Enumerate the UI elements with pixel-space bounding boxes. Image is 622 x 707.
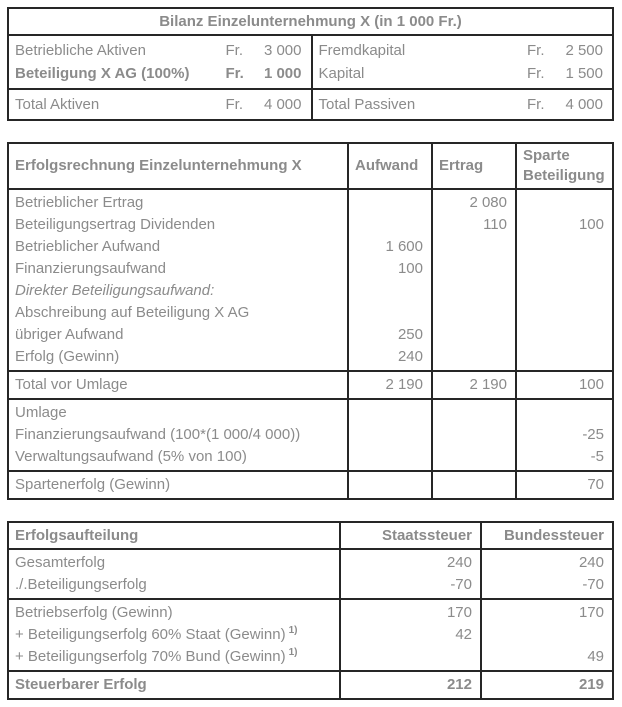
line-label: Steuerbarer Erfolg xyxy=(15,676,147,693)
line-label: Gesamterfolg xyxy=(15,554,106,571)
row-value: 4 000 xyxy=(565,96,603,113)
erfolgsaufteilung-table xyxy=(7,521,614,700)
balance-row-kapital xyxy=(313,62,613,85)
amount: 100 xyxy=(578,376,604,393)
amount xyxy=(349,280,431,302)
row-label: Beteiligung X AG (100%) xyxy=(15,65,190,82)
amount xyxy=(433,258,515,280)
bund-total-cell xyxy=(480,672,612,698)
block-labels xyxy=(9,600,339,670)
umlage-block xyxy=(9,398,612,470)
positions-sparte-amounts xyxy=(515,190,612,370)
balance-row-betriebliche-aktiven xyxy=(9,39,311,62)
amount: -70 xyxy=(582,576,604,593)
balance-row-total-aktiven xyxy=(9,93,311,116)
line-label: + Beteiligungserfolg 60% Staat (Gewinn) $^{1)}$ xyxy=(15,625,298,643)
row-value: 1 500 xyxy=(565,65,603,82)
column-header-staatssteuer: Staatssteuer xyxy=(339,523,480,548)
bilanz-title: Bilanz Einzelunternehmung X (in 1 000 Fr.) xyxy=(9,9,612,36)
amount: 49 xyxy=(587,648,604,665)
umlage-ertrag-amounts xyxy=(431,400,515,470)
line-label: Finanzierungsaufwand (100*(1 000/4 000)) xyxy=(15,426,301,443)
amount: 42 xyxy=(455,626,472,643)
amount xyxy=(517,258,612,280)
erfolgsrechnung-header-row xyxy=(9,144,612,188)
positions-aufwand-amounts xyxy=(347,190,431,370)
amount: -5 xyxy=(590,448,604,465)
bilanz-table xyxy=(7,7,614,121)
line-label: Finanzierungsaufwand xyxy=(15,260,166,277)
line-label: Betrieblicher Ertrag xyxy=(15,194,144,211)
amount xyxy=(433,280,515,302)
bilanz-passiven-cell xyxy=(311,36,613,88)
amount xyxy=(349,192,431,214)
amount: 100 xyxy=(578,216,604,233)
footnote-marker: 1) xyxy=(288,647,298,658)
amount-cell xyxy=(515,472,612,498)
line-label: Erfolg (Gewinn) xyxy=(15,348,120,365)
positions-ertrag-amounts xyxy=(431,190,515,370)
footnote-marker: 1) xyxy=(288,625,298,636)
amount xyxy=(433,236,515,258)
currency-label: Fr. xyxy=(225,42,243,59)
bund-amounts xyxy=(480,550,612,598)
amount xyxy=(517,192,612,214)
column-header-ertrag: Ertrag xyxy=(431,144,515,188)
line-label: ./.Beteiligungserfolg xyxy=(15,576,147,593)
amount: 1 600 xyxy=(385,238,423,255)
line-label: Betriebserfolg (Gewinn) xyxy=(15,604,173,621)
bund-amounts xyxy=(480,600,612,670)
steuerbarer-erfolg-row xyxy=(9,670,612,698)
amount: -70 xyxy=(450,576,472,593)
amount-cell xyxy=(515,372,612,398)
amount xyxy=(517,236,612,258)
amount xyxy=(517,346,612,368)
row-label: Betriebliche Aktiven xyxy=(15,42,146,59)
total-passiven-cell xyxy=(311,90,613,119)
umlage-labels xyxy=(9,400,347,470)
amount-cell xyxy=(431,472,515,498)
amount: 250 xyxy=(397,326,423,343)
bilanz-body-row xyxy=(9,36,612,88)
erfolgsrechnung-title: Erfolgsrechnung Einzelunternehmung X xyxy=(15,157,302,174)
amount: 110 xyxy=(483,216,507,233)
currency-label: Fr. xyxy=(225,96,243,113)
amount xyxy=(517,302,612,324)
row-value: 3 000 xyxy=(263,42,302,59)
amount: 70 xyxy=(587,476,604,493)
erfolgsaufteilung-title: Erfolgsaufteilung xyxy=(15,527,139,544)
amount xyxy=(517,324,612,346)
row-label: Total Aktiven xyxy=(15,96,100,113)
line-label: Verwaltungsaufwand (5% von 100) xyxy=(15,448,247,465)
row-value: 2 500 xyxy=(565,42,603,59)
row-label: Total Passiven xyxy=(318,96,416,113)
line-label: Total vor Umlage xyxy=(15,376,128,393)
line-label: + Beteiligungserfolg 70% Bund (Gewinn) $^{1)}$ xyxy=(15,647,298,665)
staat-amounts xyxy=(339,550,480,598)
currency-label: Fr. xyxy=(527,65,545,82)
erfolgsrechnung-positions-block xyxy=(9,188,612,370)
amount-cell xyxy=(347,472,431,498)
amount xyxy=(517,280,612,302)
row-label-cell xyxy=(9,672,339,698)
amount xyxy=(341,646,480,668)
amount xyxy=(433,346,515,368)
amount xyxy=(517,402,612,424)
line-label-italic: Direkter Beteiligungsaufwand: xyxy=(15,282,215,299)
block-labels xyxy=(9,550,339,598)
column-header-sparte-beteiligung: Sparte Beteiligung xyxy=(515,144,612,188)
line-label: übriger Aufwand xyxy=(15,326,124,343)
balance-row-beteiligung xyxy=(9,62,311,85)
row-label-cell xyxy=(9,372,347,398)
amount: 240 xyxy=(446,554,472,571)
line-label: Beteiligungsertrag Dividenden xyxy=(15,216,216,233)
amount: -25 xyxy=(582,426,604,443)
amount: 2 080 xyxy=(469,194,507,211)
erfolgsrechnung-table xyxy=(7,142,614,500)
amount: 170 xyxy=(446,604,472,621)
row-label: Kapital xyxy=(318,65,365,82)
column-header-aufwand: Aufwand xyxy=(347,144,431,188)
amount xyxy=(433,324,515,346)
amount: 100 xyxy=(397,260,423,277)
betriebserfolg-block xyxy=(9,598,612,670)
erfolgsaufteilung-header-row xyxy=(9,523,612,548)
currency-label: Fr. xyxy=(527,42,545,59)
amount xyxy=(349,214,431,236)
amount: 2 190 xyxy=(469,376,507,393)
row-value: 4 000 xyxy=(263,96,302,113)
currency-label: Fr. xyxy=(225,65,244,82)
amount xyxy=(349,302,431,324)
amount: 2 190 xyxy=(385,376,423,393)
row-value: 1 000 xyxy=(263,65,302,82)
bilanz-total-row xyxy=(9,88,612,119)
amount: 219 xyxy=(578,676,604,693)
balance-row-fremdkapital xyxy=(313,39,613,62)
positions-labels xyxy=(9,190,347,370)
balance-row-total-passiven xyxy=(313,93,613,116)
amount: 240 xyxy=(578,554,604,571)
amount: 170 xyxy=(578,604,604,621)
umlage-sparte-amounts xyxy=(515,400,612,470)
spartenerfolg-row xyxy=(9,470,612,498)
staat-amounts xyxy=(339,600,480,670)
line-label: Umlage xyxy=(15,404,67,421)
column-header-bundessteuer: Bundessteuer xyxy=(480,523,612,548)
total-vor-umlage-row xyxy=(9,370,612,398)
currency-label: Fr. xyxy=(527,96,545,113)
amount xyxy=(433,302,515,324)
amount xyxy=(482,624,612,646)
staat-total-cell xyxy=(339,672,480,698)
total-aktiven-cell xyxy=(9,90,311,119)
line-label: Betrieblicher Aufwand xyxy=(15,238,161,255)
amount: 212 xyxy=(446,676,472,693)
amount: 240 xyxy=(397,348,423,365)
amount-cell xyxy=(431,372,515,398)
amount-cell xyxy=(347,372,431,398)
row-label: Fremdkapital xyxy=(318,42,406,59)
gesamterfolg-block xyxy=(9,548,612,598)
bilanz-aktiven-cell xyxy=(9,36,311,88)
row-label-cell xyxy=(9,472,347,498)
line-label: Spartenerfolg (Gewinn) xyxy=(15,476,171,493)
line-label: Abschreibung auf Beteiligung X AG xyxy=(15,304,250,321)
umlage-aufwand-amounts xyxy=(347,400,431,470)
